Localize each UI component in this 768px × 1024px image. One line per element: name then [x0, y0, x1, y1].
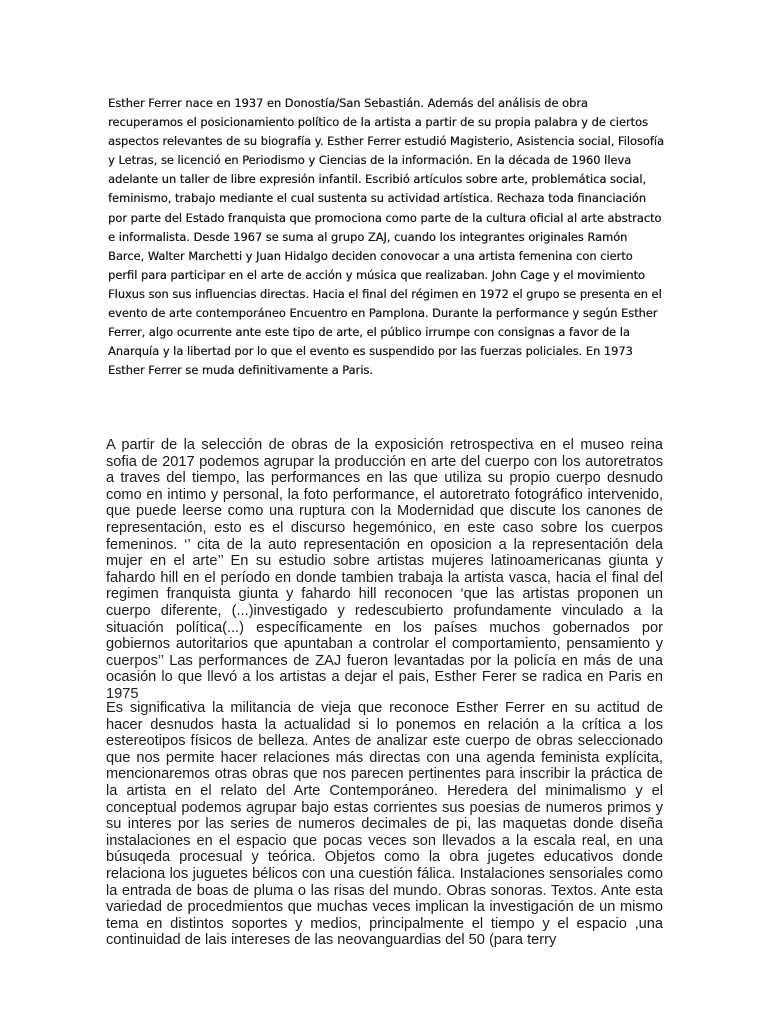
paragraph-biography: Esther Ferrer nace en 1937 en Donostía/San Sebastián. Además del análisis de obra recuperamos el posicionamiento político de la artista a partir de su propia palabra y de ciertos aspectos relevantes de su biografía y. Esther Ferrer estudió Magisterio, Asistencia social, Filosofía y Letras, se licenció en Periodismo y Ciencias de la información. En la década de 1960 lleva adelante un taller de libre expresión infantil. Escribió artículos sobre arte, problemática social, feminismo, trabajo mediante el cual sustenta su actividad artística. Rechaza toda financiación por parte del Estado franquista que promociona como parte de la cultura oficial al arte abstracto e informalista. Desde 1967 se suma al grupo ZAJ, cuando los integrantes originales Ramón Barce, Walter Marchetti y Juan Hidalgo deciden conovocar a una artista femenina con cierto perfil para participar en el arte de acción y música que realizaban. John Cage y el movimiento Fluxus son sus influencias directas. Hacia el final del régimen en 1972 el grupo se presenta en el evento de arte contemporáneo Encuentro en Pamplona. Durante la performance y según Esther Ferrer, algo ocurrente ante este tipo de arte, el público irrumpe con consignas a favor de la Anarquía y la libertad por lo que el evento es suspendido por las fuerzas policiales. En 1973 Esther Ferrer se muda definitivamente a Paris.: [108, 96, 664, 378]
paragraph-retrospective: A partir de la selección de obras de la exposición retrospectiva en el museo reina sofia de 2017 podemos agrupar la producción en arte del cuerpo con los autoretratos a traves del tiempo, las performances en las que utiliza su propio cuerpo desnudo como en intimo y personal, la foto performance, el autoretrato fotográfico intervenido, que puede leerse como una ruptura con la Modernidad que discute los canones de representación, esto es el discurso hegemónico, en este caso sobre los cuerpos femeninos. ‘’ cita de la auto representación en oposicion a la representación dela mujer en el arte’’ En su estudio sobre artistas mujeres latinoamericanas giunta y fahardo hill en el período en donde tambien trabaja la artista vasca, hacia el final del regimen franquista giunta y fahardo hill reconocen ‘que las artistas proponen un cuerpo diferente, (...)investigado y redescubierto profundamente vinculado a la situación política(...) específicamente en los países muchos gobernados por gobiernos autoritarios que apuntaban a controlar el comportamiento, pensamiento y cuerpos’’ Las performances de ZAJ fueron levantadas por la policía en más de una ocasión lo que llevó a los artistas a dejar el pais, Esther Ferer se radica en Paris en 1975: [106, 437, 663, 702]
paragraph-militancy: Es significativa la militancia de vieja que reconoce Esther Ferrer en su actitud de hacer desnudos hasta la actualidad si lo ponemos en relación a la crítica a los estereotipos físicos de belleza. Antes de analizar este cuerpo de obras seleccionado que nos permite hacer relaciones más directas con una agenda feminista explícita, mencionaremos otras obras que nos parecen pertinentes para inscribir la práctica de la artista en el relato del Arte Contemporáneo. Heredera del minimalismo y el conceptual podemos agrupar bajo estas corrientes sus poesias de numeros primos y su interes por las series de numeros decimales de pi, las maquetas donde diseña instalaciones en el espacio que pocas veces son llevados a la escala real, en una búsuqeda procesual y teórica. Objetos como la obra jugetes educativos donde relaciona los juguetes bélicos con una cuestión fálica. Instalaciones sensoriales como la entrada de boas de pluma o las risas del mundo. Obras sonoras. Textos. Ante esta variedad de procedmientos que muchas veces implican la investigación de un mismo tema en distintos soportes y medios, principalmente el tiempo y el espacio ,una continuidad de lais intereses de las neovanguardias del 50 (para terry: [106, 700, 663, 949]
